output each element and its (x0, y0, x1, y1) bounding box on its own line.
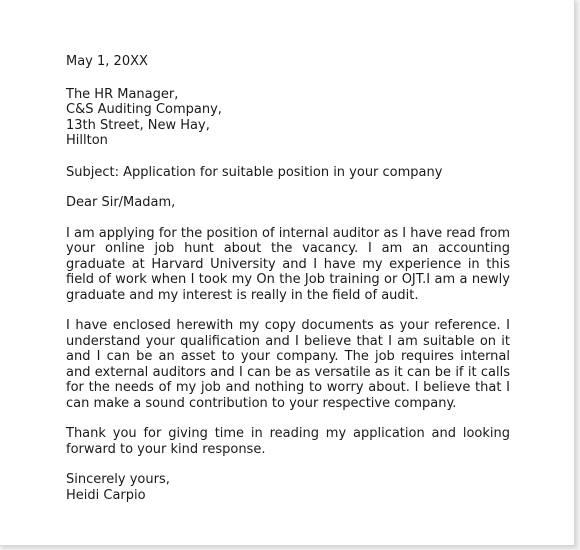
recipient-line: C&S Auditing Company, (66, 102, 222, 117)
letter-subject: Subject: Application for suitable position in your company (66, 164, 443, 180)
letter-date: May 1, 20XX (66, 54, 148, 69)
body-paragraph-thanks: Thank you for giving time in reading my application and looking forward to your kind response. (66, 426, 510, 457)
body-paragraph-qualifications: I have enclosed herewith my copy documents as your reference. I understand your qualification and I believe that I am suitable on it and I can be an asset to your company. The job requires internal and external auditors and I can be as versatile as it can be if it calls for the needs of my job and nothing to worry about. I believe that I can make a sound contribution to your respective company. (66, 318, 510, 411)
recipient-address (66, 87, 510, 149)
body-paragraph-intro: I am applying for the position of internal auditor as I have read from your online job hunt about the vacancy. I am an accounting graduate at Harvard University and I have my experience in this field of work when I took my On the Job training or OJT.I am a newly graduate and my interest is really in the field of audit. (66, 225, 510, 303)
recipient-line: Hillton (66, 133, 108, 148)
closing-phrase: Sincerely yours, (66, 472, 170, 487)
letter-signoff (66, 472, 510, 503)
signature-name: Heidi Carpio (66, 487, 146, 503)
recipient-line: The HR Manager, (66, 86, 179, 102)
recipient-line: 13th Street, New Hay, (66, 117, 210, 133)
letter-body (66, 54, 510, 503)
letter-salutation: Dear Sir/Madam, (66, 195, 176, 210)
